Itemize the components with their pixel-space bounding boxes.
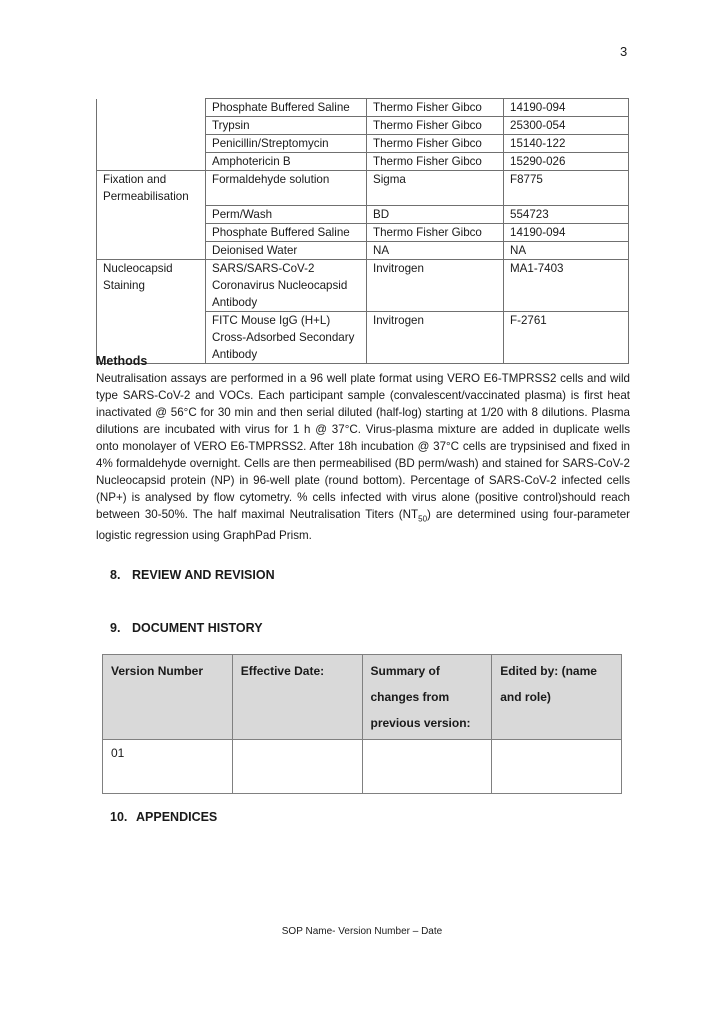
reagent-cell: SARS/SARS-CoV-2 Coronavirus Nucleocapsid Antibody	[206, 259, 367, 311]
document-history-table	[102, 654, 622, 794]
section-title: REVIEW AND REVISION	[132, 568, 275, 582]
table-row	[97, 171, 629, 206]
methods-section	[96, 353, 630, 544]
table-row	[97, 99, 629, 117]
editor-cell	[492, 740, 622, 794]
catalog-cell: 14190-094	[504, 223, 629, 241]
table-row	[97, 223, 629, 241]
reagent-cell: Phosphate Buffered Saline	[206, 223, 367, 241]
supplier-cell: Sigma	[367, 171, 504, 206]
table-row	[97, 241, 629, 259]
catalog-cell: 15140-122	[504, 135, 629, 153]
date-cell	[232, 740, 362, 794]
supplier-cell: Invitrogen	[367, 311, 504, 363]
table-row	[97, 117, 629, 135]
section-heading-review	[110, 568, 275, 582]
section-number: 10.	[110, 810, 128, 824]
table-row	[103, 740, 622, 794]
header-cell: Summary of changes from previous version:	[362, 655, 492, 740]
catalog-cell: 25300-054	[504, 117, 629, 135]
category-cell	[97, 135, 206, 153]
reagent-cell: FITC Mouse IgG (H+L) Cross-Adsorbed Secondary Antibody	[206, 311, 367, 363]
methods-paragraph	[96, 370, 630, 544]
reagent-cell: Deionised Water	[206, 241, 367, 259]
table-header-row	[103, 655, 622, 740]
supplier-cell: Thermo Fisher Gibco	[367, 135, 504, 153]
category-cell	[97, 205, 206, 223]
catalog-cell: NA	[504, 241, 629, 259]
header-cell: Version Number	[103, 655, 233, 740]
section-heading-history	[110, 621, 263, 635]
section-title: DOCUMENT HISTORY	[132, 621, 263, 635]
catalog-cell: F8775	[504, 171, 629, 206]
table-row	[97, 135, 629, 153]
supplier-cell: Thermo Fisher Gibco	[367, 153, 504, 171]
methods-subscript: 50	[418, 514, 428, 524]
reagent-cell: Amphotericin B	[206, 153, 367, 171]
table-row	[97, 259, 629, 311]
methods-text-part1: Neutralisation assays are performed in a 96 well plate format using VERO E6-TMPRSS2 cells and wild type SARS-CoV-2 and VOCs. Each participant sample (convalescent/vaccinated plasma) is first heat inactivated @ 56°C for 30 min and then serial diluted (half-log) starting at 1/20 with 8 dilutions. Plasma dilutions are incubated with virus for 1 h @ 37°C. Virus-plasma mixture are added in duplicate wells onto monolayer of VERO E6-TMPRSS2. After 18h incubation @ 37°C cells are trypsinised and fixed in 4% formaldehyde overnight. Cells are then permeabilised (BD perm/wash) and stained for SARS-CoV-2 Nucleocapsid protein (NP) in 96-well plate (round bottom). Percentage of SARS-CoV-2 infected cells (NP+) is analysed by flow cytometry. % cells infected with virus alone (positive control)should reach between 30-50%. The half maximal Neutralisation Titers (NT	[96, 372, 630, 521]
reagent-cell: Formaldehyde solution	[206, 171, 367, 206]
supplier-cell: Thermo Fisher Gibco	[367, 99, 504, 117]
reagents-table	[96, 98, 629, 364]
catalog-cell: F-2761	[504, 311, 629, 363]
supplier-cell: NA	[367, 241, 504, 259]
reagent-cell: Trypsin	[206, 117, 367, 135]
category-cell: Fixation and Permeabilisation	[97, 171, 206, 206]
page-footer: SOP Name- Version Number – Date	[281, 926, 443, 937]
version-cell: 01	[103, 740, 233, 794]
header-cell: Edited by: (name and role)	[492, 655, 622, 740]
header-cell: Effective Date:	[232, 655, 362, 740]
methods-text-part2: ) are determined using four-parameter logistic regression using GraphPad Prism.	[96, 508, 631, 543]
catalog-cell: 14190-094	[504, 99, 629, 117]
catalog-cell: 15290-026	[504, 153, 629, 171]
category-cell	[97, 223, 206, 241]
reagent-cell: Penicillin/Streptomycin	[206, 135, 367, 153]
summary-cell	[362, 740, 492, 794]
reagent-cell: Phosphate Buffered Saline	[206, 99, 367, 117]
table-row	[97, 153, 629, 171]
page-number: 3	[620, 44, 628, 59]
section-heading-appendices	[110, 810, 217, 824]
table-row	[97, 205, 629, 223]
section-number: 9.	[110, 621, 121, 635]
supplier-cell: Invitrogen	[367, 259, 504, 311]
category-cell	[97, 117, 206, 135]
reagent-cell: Perm/Wash	[206, 205, 367, 223]
methods-title: Methods	[96, 354, 148, 368]
category-cell	[97, 241, 206, 259]
section-number: 8.	[110, 568, 121, 582]
supplier-cell: Thermo Fisher Gibco	[367, 117, 504, 135]
category-cell	[97, 153, 206, 171]
category-cell	[97, 99, 206, 117]
category-cell: Nucleocapsid Staining	[97, 259, 206, 311]
supplier-cell: Thermo Fisher Gibco	[367, 223, 504, 241]
catalog-cell: 554723	[504, 205, 629, 223]
section-title: APPENDICES	[136, 810, 218, 824]
catalog-cell: MA1-7403	[504, 259, 629, 311]
supplier-cell: BD	[367, 205, 504, 223]
